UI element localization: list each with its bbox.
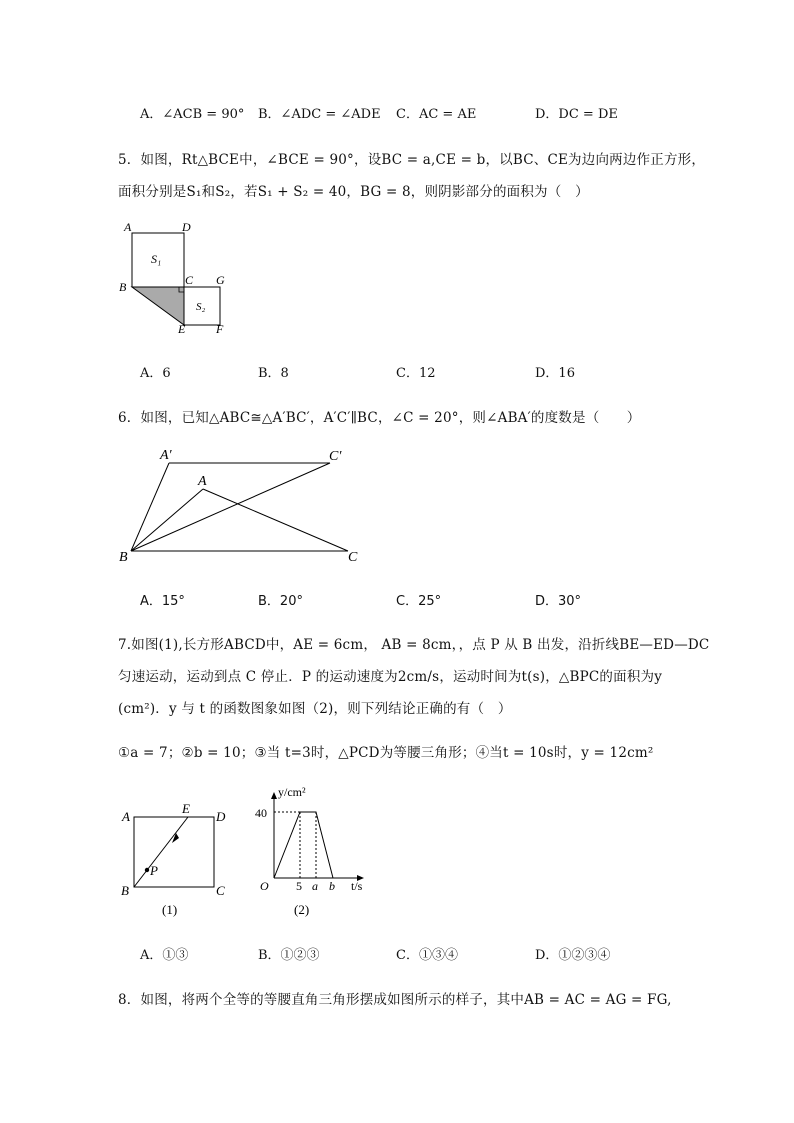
q7-fig1-label-p: P: [150, 863, 158, 878]
q7-segment-be: [134, 817, 188, 887]
q6-option-d: D．30°: [535, 594, 582, 609]
q5-stem-line2: 面积分别是S₁和S₂，若S₁ + S₂ = 40，BG = 8，则阴影部分的面积为（ ）: [118, 184, 589, 200]
q7-fig2-xa: a: [312, 879, 318, 893]
q5-shaded-triangle: [132, 287, 184, 325]
q7-graph-line: [274, 812, 333, 878]
q7-figure-1: [112, 795, 237, 925]
q7-option-b: B．①②③: [258, 948, 320, 963]
q7-conditions-line: ①a = 7；②b = 10；③当 t=3时，△PCD为等腰三角形；④当t = 10s时，y = 12cm²: [118, 745, 654, 761]
q7-fig2-origin: O: [260, 879, 269, 893]
q5-option-a: A．6: [140, 366, 171, 381]
q6-segment-ba1: [131, 463, 169, 551]
q6-option-a: A．15°: [140, 594, 185, 609]
q6-option-b: B．20°: [258, 594, 303, 609]
q7-y-axis-arrow: [271, 792, 277, 799]
q7-fig1-label-b: B: [121, 883, 129, 898]
q5-label-s1: S₁: [151, 252, 162, 266]
q7-stem-line1: 7.如图(1),长方形ABCD中，AE = 6cm， AB = 8cm，，点 P 从 B 出发，沿折线BE—ED—DC: [118, 637, 710, 653]
q6-label-b: B: [119, 550, 128, 565]
q7-stem-line2: 匀速运动，运动到点 C 停止．P 的运动速度为2cm/s，运动时间为t(s)，△BPC的面积为y: [118, 669, 663, 685]
q7-point-p: [145, 868, 149, 872]
q5-stem-line1: 5．如图，Rt△BCE中，∠BCE = 90°，设BC = a,CE = b，以BC、CE为边向两边作正方形，: [118, 152, 706, 168]
q7-fig1-caption: (1): [162, 902, 178, 917]
q4-option-c: C．AC = AE: [396, 107, 477, 122]
q7-rectangle-abcd: [134, 817, 214, 887]
q5-label-b: B: [119, 280, 127, 294]
q7-fig2-xlabel: t/s: [351, 879, 363, 893]
q4-option-d: D．DC = DE: [535, 107, 618, 122]
q7-fig2-caption: (2): [294, 902, 310, 917]
q6-stem-line1: 6．如图，已知△ABC≅△A′BC′，A′C′∥BC，∠C = 20°，则∠ABA′的度数是（ ）: [118, 410, 641, 426]
q5-label-d: D: [182, 220, 191, 234]
q7-fig1-label-e: E: [182, 801, 190, 816]
q7-fig1-label-c: C: [216, 883, 225, 898]
q7-figure-2: [250, 782, 380, 922]
q4-option-a: A．∠ACB = 90°: [140, 107, 245, 122]
q5-option-c: C．12: [396, 366, 436, 381]
q6-label-c: C: [348, 550, 358, 565]
q6-label-c-prime: C′: [329, 449, 342, 464]
q7-option-c: C．①③④: [396, 948, 458, 963]
q6-label-a-prime: A′: [160, 448, 172, 463]
q6-figure: [110, 440, 380, 575]
q6-label-a: A: [198, 474, 207, 489]
q6-segment-bc1: [131, 463, 330, 551]
q5-option-d: D．16: [535, 366, 575, 381]
q5-label-c: C: [185, 273, 194, 287]
q4-option-b: B．∠ADC = ∠ADE: [258, 107, 381, 122]
q7-arrow-head: [172, 833, 179, 843]
q7-option-d: D．①②③④: [535, 948, 611, 963]
q7-fig2-ylabel: y/cm²: [278, 785, 306, 799]
q7-fig2-x5: 5: [296, 879, 302, 893]
q7-option-a: A．①③: [140, 948, 189, 963]
q6-segment-ac: [203, 489, 348, 551]
q8-stem-line1: 8．如图，将两个全等的等腰直角三角形摆成如图所示的样子，其中AB = AC = AG = FG,: [118, 992, 672, 1008]
q5-label-s2: S₂: [196, 301, 206, 313]
q7-fig1-label-d: D: [216, 809, 226, 824]
q5-label-f: F: [216, 322, 224, 336]
q7-fig2-y40: 40: [255, 806, 267, 820]
q6-segment-ba: [131, 489, 203, 551]
q5-label-a: A: [124, 220, 132, 234]
q7-fig2-xb: b: [329, 879, 335, 893]
q6-option-c: C．25°: [396, 594, 442, 609]
q7-stem-line3: (cm²)．y 与 t 的函数图象如图（2)，则下列结论正确的有（ ）: [118, 701, 512, 717]
q5-figure: [110, 215, 240, 340]
q7-fig1-label-a: A: [122, 809, 130, 824]
q5-option-b: B．8: [258, 366, 289, 381]
q5-label-e: E: [178, 322, 186, 336]
q5-label-g: G: [216, 273, 225, 287]
